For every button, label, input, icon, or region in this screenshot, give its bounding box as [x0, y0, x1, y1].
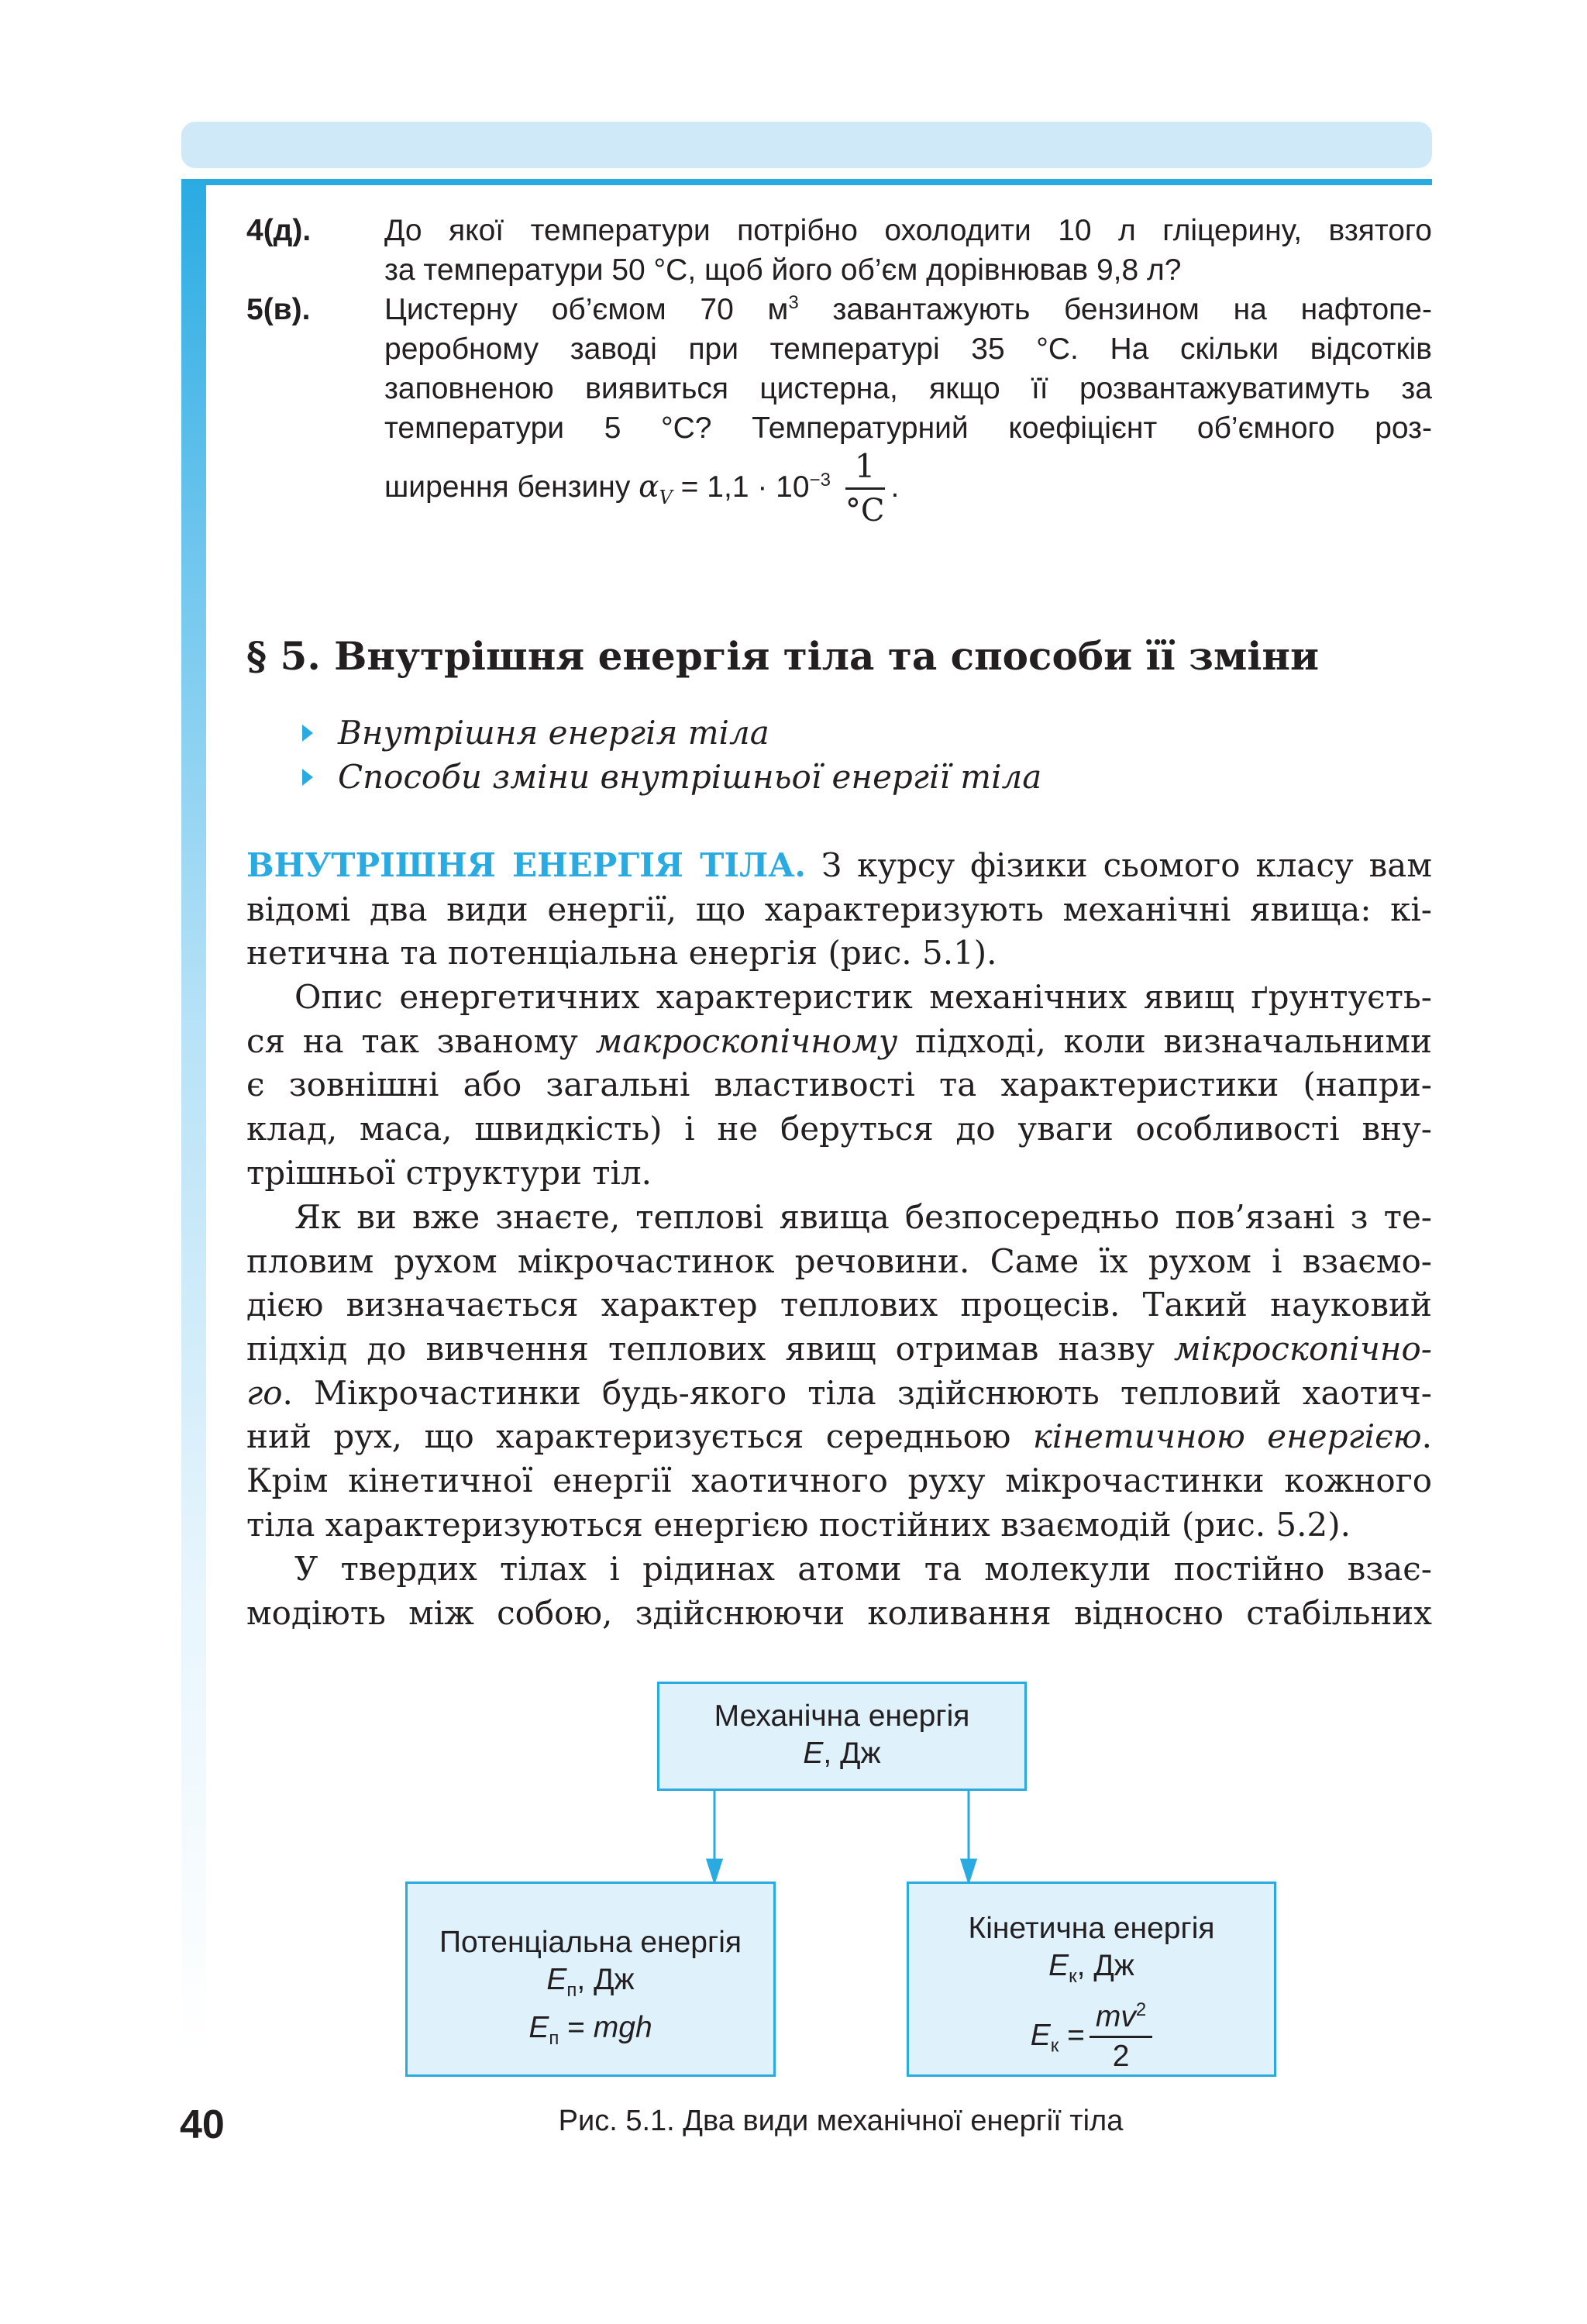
page-number: 40 [180, 2102, 225, 2147]
expansion-coefficient-formula: ширення бензину $\alpha_V = 1,1 \cdot 10^{-3}$ $\frac{1}{^\circ C}$ . [384, 446, 899, 532]
task-line: за температури 50 °С, щоб його об’єм дорівнював 9,8 л? [384, 253, 1182, 287]
task-line: До якої температури потрібно охолодити 10 л гліцерину, взятого [384, 214, 1432, 247]
section-title: § 5. Внутрішня енергія тіла та способи її зміни [246, 633, 1320, 679]
paragraph-3: Як ви вже знаєте, теплові явища безпосередньо пов’язані з те- пловим рухом мікрочастинок речовини. Саме їх рухом і взаємо- дією визначається характер теплових процесів. Такий науковий підхід до вивчення теплових явищ отримав назву мікроскопічно- го. Мікрочастинки будь-якого тіла здійснюють тепловий хаотич- ний рух, що характеризується середньою кінетичною енергією. Крім кінетичної енергії хаотичного руху мікрочастинки кожного тіла характеризуються енергією постійних взаємодій (рис. 5.2). [246, 1198, 1432, 1544]
paragraph-heading: ВНУТРІШНЯ ЕНЕРГІЯ ТІЛА. [246, 846, 807, 884]
task-line: заповненою виявиться цистерна, якщо її розвантажуватимуть за [384, 372, 1432, 405]
figure-caption: Рис. 5.1. Два види механічної енергії тіла [558, 2105, 1124, 2137]
task-line: реробному заводі при температурі 35 °С. На скільки відсотків [384, 332, 1432, 366]
task-line: температури 5 °С? Температурний коефіцієнт об’ємного роз- [384, 411, 1432, 445]
arrow-head-icon [707, 1860, 721, 1882]
kinetic-fraction: $\frac{mv^2}{2}$ [1090, 1999, 1152, 2075]
fraction: $\frac{1}{^\circ C}$ [845, 447, 885, 528]
kinetic-energy-box: Кінетична енергія $E_к$, Дж $E_к$ = $\frac{mv^2}{2}$ [907, 1882, 1276, 2077]
mechanical-energy-box: Механічна енергія E, Дж [657, 1682, 1027, 1791]
paragraph-1: ВНУТРІШНЯ ЕНЕРГІЯ ТІЛА. З курсу фізики сьомого класу вам відомі два види енергії, що характеризують механічні явища: кі- нетична та потенціальна енергія (рис. 5.1). [246, 846, 1432, 973]
task-number: 5(в). [246, 293, 311, 326]
arrow-head-icon [962, 1860, 976, 1882]
paragraph-4: У твердих тілах і рідинах атоми та молекули постійно взає- модіють між собою, здійснюючи коливання відносно стабільних [246, 1550, 1432, 1632]
potential-energy-box: Потенціальна енергія $E_п$, Дж $E_п$ = mgh [405, 1882, 776, 2077]
task-number: 4(д). [246, 214, 312, 247]
task-line: Цистерну об’ємом 70 $м^3$ завантажують бензином на нафтопе- [384, 292, 1432, 326]
paragraph-2: Опис енергетичних характеристик механічних явищ ґрунтуєть- ся на так званому макроскопічному підході, коли визначальними є зовнішні або загальні властивості та характеристики (напри- клад, маса, швидкість) і не беруться до уваги особливості вну- трішньої структури тіл. [246, 978, 1433, 1192]
alpha-symbol: $\alpha_V$ [639, 469, 673, 508]
